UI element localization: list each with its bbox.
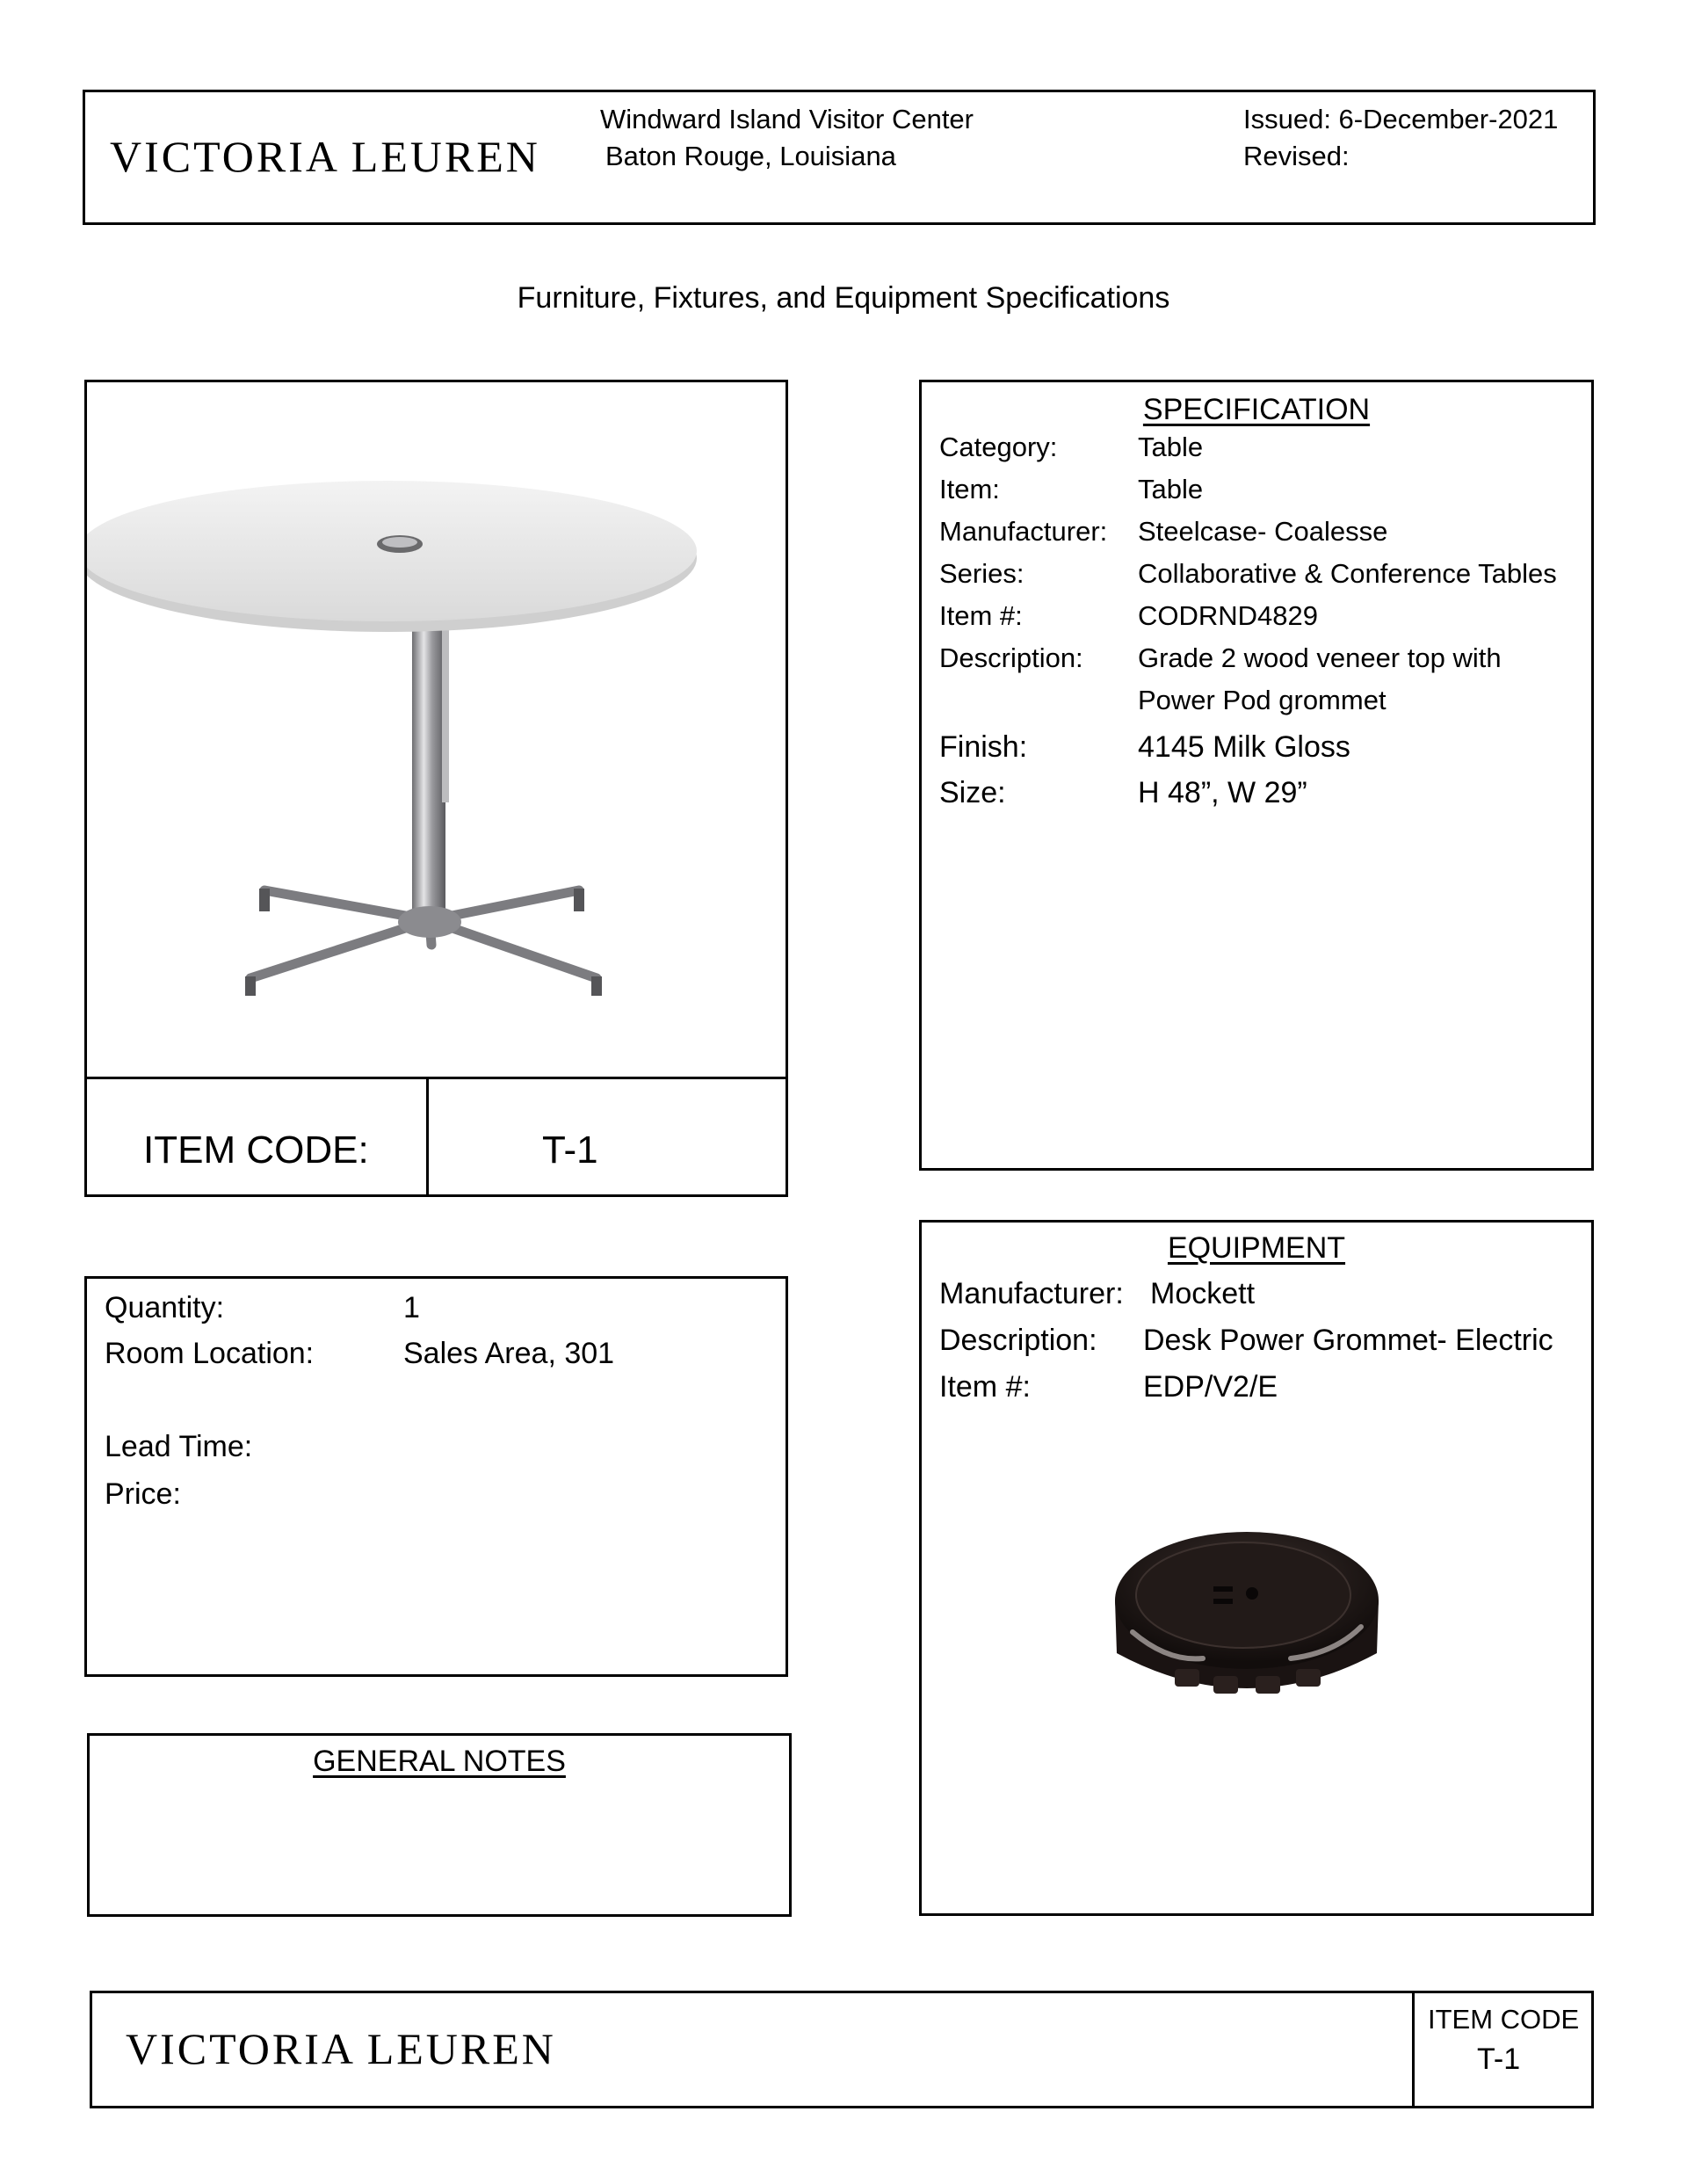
spec-key: Series: [939,558,1025,589]
spec-value: Steelcase- Coalesse [1138,516,1388,547]
spec-key [939,685,1138,730]
price-label: Price: [105,1477,181,1511]
product-image-box [84,380,788,1197]
footer-divider [1412,1993,1415,2106]
equipment-row [939,1370,1553,1417]
equipment-list [939,1277,1553,1417]
project-location: Baton Rouge, Louisiana [605,141,896,171]
specification-list [939,432,1557,822]
equipment-value: Desk Power Grommet- Electric [1143,1324,1553,1357]
spec-key: Category: [939,432,1058,462]
spec-row [939,730,1557,776]
spec-row [939,558,1557,600]
item-code-divider [426,1079,429,1194]
spec-key: Item #: [939,600,1023,631]
revised-date: Revised: [1243,141,1350,171]
spec-value: Table [1138,474,1204,504]
spec-key: Manufacturer: [939,516,1108,547]
general-notes-title: GENERAL NOTES [313,1745,566,1778]
power-grommet-image [1097,1521,1396,1715]
room-location-value: Sales Area, 301 [403,1337,615,1370]
equipment-row [939,1277,1553,1324]
spec-row [939,642,1557,685]
footer-item-code-label: ITEM CODE [1428,2004,1580,2035]
room-location-label: Room Location: [105,1337,315,1370]
spec-row [939,600,1557,642]
spec-row [939,776,1557,822]
spec-value: Table [1138,432,1204,462]
details-box [84,1276,788,1677]
specification-box [919,380,1594,1171]
spec-key: Finish: [939,730,1028,764]
spec-row [939,516,1557,558]
equipment-key: Item #: [939,1370,1031,1404]
footer-item-code-value: T-1 [1477,2043,1521,2076]
lead-time-label: Lead Time: [105,1430,253,1463]
spec-key: Description: [939,642,1083,673]
spec-row [939,432,1557,474]
general-notes-box [87,1733,792,1917]
spec-value: Collaborative & Conference Tables [1138,558,1557,589]
spec-value: Grade 2 wood veneer top with [1138,642,1502,673]
spec-value: Power Pod grommet [1138,685,1387,715]
footer-brand: VICTORIA LEUREN [126,2024,556,2073]
equipment-box [919,1220,1594,1916]
project-name: Windward Island Visitor Center [600,104,974,134]
equipment-value: EDP/V2/E [1143,1370,1278,1404]
equipment-value: Mockett [1150,1277,1256,1310]
document-title: Furniture, Fixtures, and Equipment Specifications [517,281,1170,315]
header-brand: VICTORIA LEUREN [110,132,540,181]
equipment-row [939,1324,1553,1370]
header-box [83,90,1596,225]
spec-value: 4145 Milk Gloss [1138,730,1350,764]
footer-box [90,1991,1594,2108]
quantity-value: 1 [403,1291,420,1324]
equipment-key: Description: [939,1324,1097,1357]
spec-value: CODRND4829 [1138,600,1319,631]
item-code-value: T-1 [542,1128,598,1172]
spec-row [939,474,1557,516]
spec-value: H 48”, W 29” [1138,776,1307,809]
equipment-key: Manufacturer: [939,1277,1124,1310]
specification-title: SPECIFICATION [1142,393,1371,426]
spec-key: Size: [939,776,1006,809]
issued-date: Issued: 6-December-2021 [1243,104,1559,134]
equipment-title: EQUIPMENT [1167,1231,1346,1265]
item-code-row [87,1077,786,1194]
spec-key: Item: [939,474,1000,504]
table-image [87,382,786,1077]
item-code-label: ITEM CODE: [143,1128,369,1172]
quantity-label: Quantity: [105,1291,225,1324]
spec-row [939,685,1557,730]
